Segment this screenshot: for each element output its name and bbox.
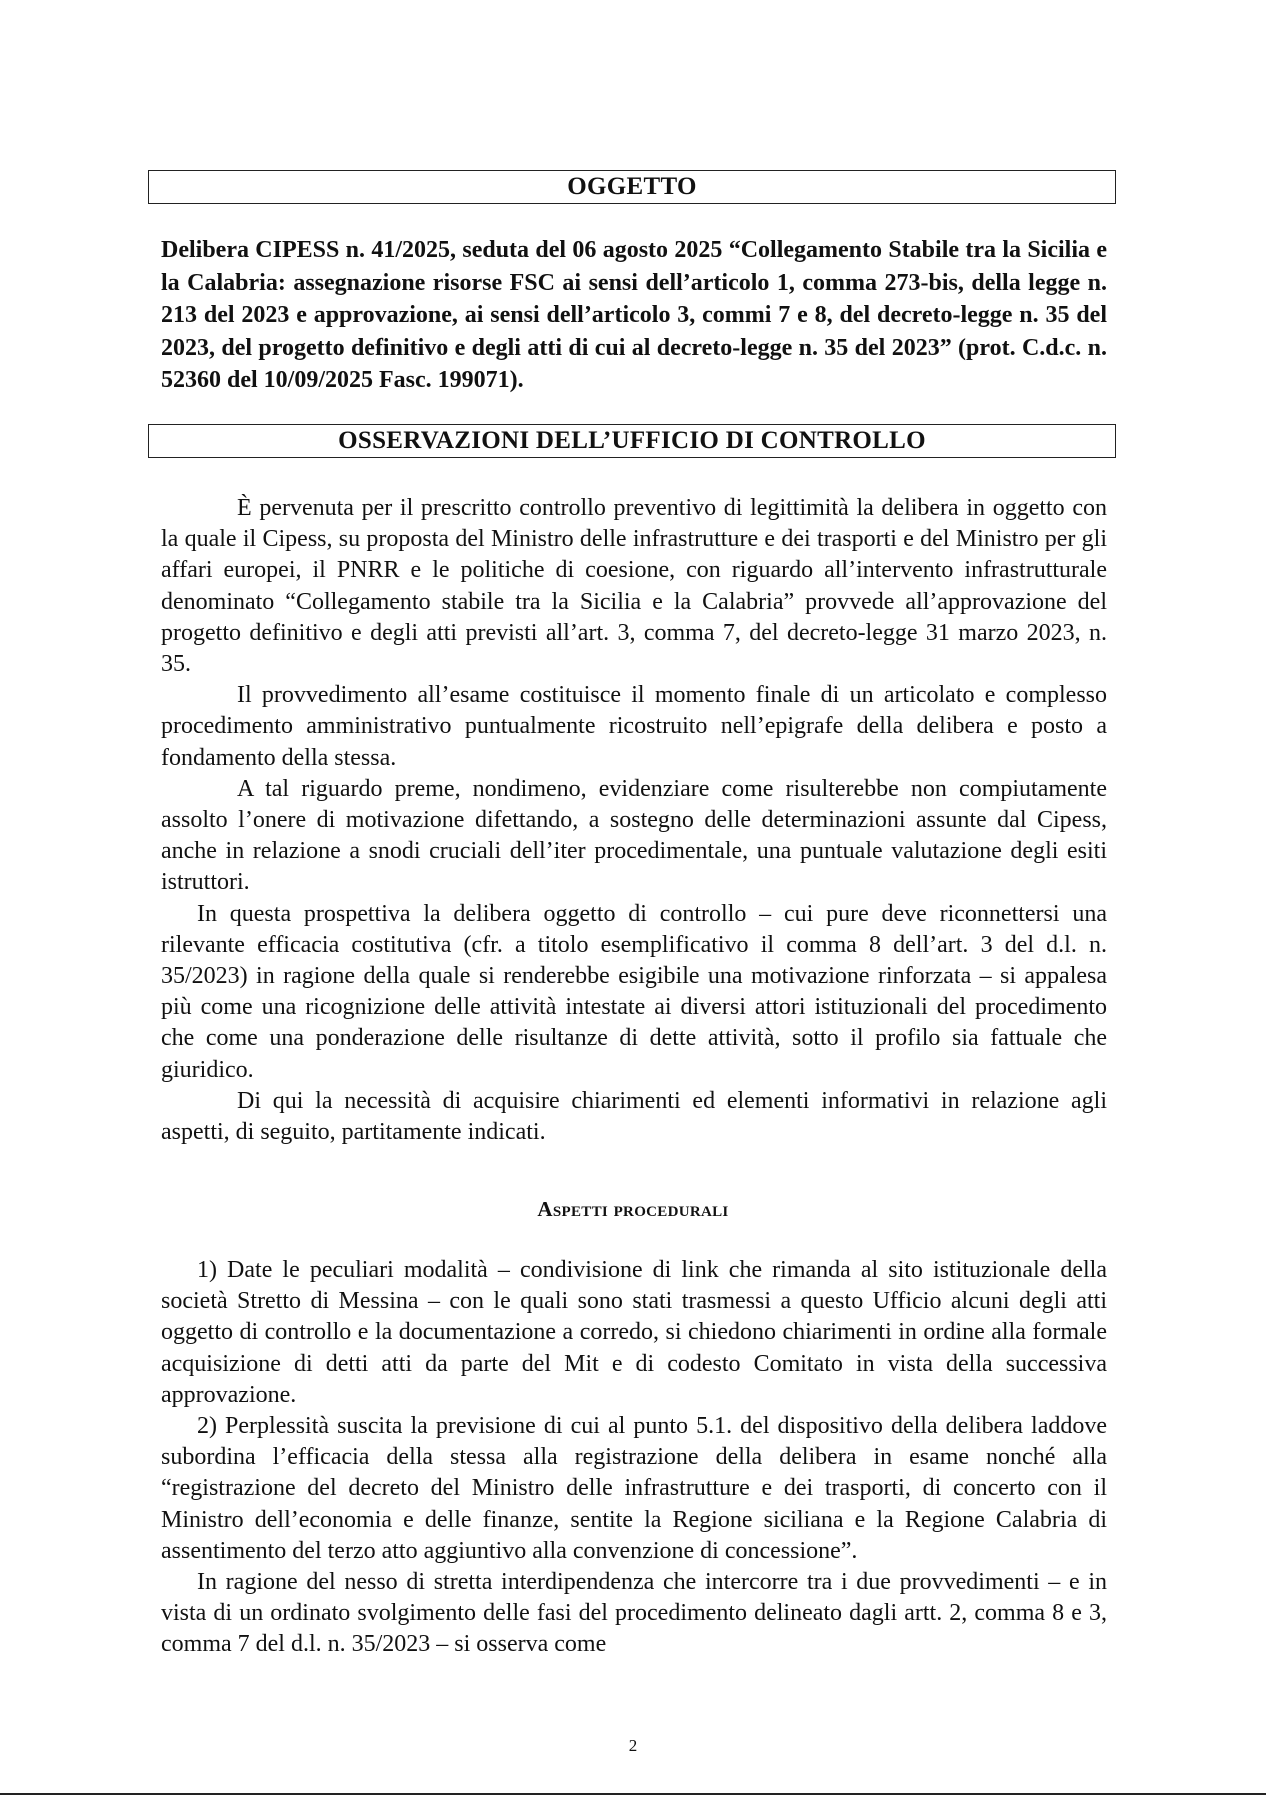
observations-body (161, 493, 1107, 1148)
page-bottom-rule (0, 1793, 1266, 1795)
paragraph: A tal riguardo preme, nondimeno, evidenziare come risulterebbe non compiutamente assolto l’onere di motivazione difettando, a sostegno delle determinazioni assunte dal Cipess, anche in relazione a snodi cruciali dell’iter procedimentale, una puntuale valutazione degli esiti istruttori. (161, 775, 1107, 896)
heading-oggetto: OGGETTO (148, 170, 1116, 204)
page-number: 2 (628, 1736, 638, 1755)
paragraph: Di qui la necessità di acquisire chiarimenti ed elementi informativi in relazione agli aspetti, di seguito, partitamente indicati. (161, 1087, 1107, 1146)
paragraph: In ragione del nesso di stretta interdipendenza che intercorre tra i due provvedimenti – e in vista di un ordinato svolgimento delle fasi del procedimento delineato dagli artt. 2, comma 8 e 3, comma 7 del d.l. n. 35/2023 – si osserva come (161, 1569, 1107, 1658)
paragraph: In questa prospettiva la delibera oggetto di controllo – cui pure deve riconnettersi una rilevante efficacia costitutiva (cfr. a titolo esemplificativo il comma 8 dell’art. 3 del d.l. n. 35/2023) in ragione della quale si renderebbe esigibile una motivazione rinforzata – si appalesa più come una ricognizione delle attività intestate ai diversi attori istituzionali del procedimento che come una ponderazione delle risultanze di dette attività, sotto il profilo sia fattuale che giuridico. (161, 900, 1107, 1083)
paragraph: Il provvedimento all’esame costituisce il momento finale di un articolato e complesso procedimento amministrativo puntualmente ricostruito nell’epigrafe della delibera e posto a fondamento della stessa. (161, 682, 1107, 771)
paragraph: È pervenuta per il prescritto controllo preventivo di legittimità la delibera in oggetto con la quale il Cipess, su proposta del Ministro delle infrastrutture e dei trasporti e del Ministro per gli affari europei, il PNRR e le politiche di coesione, con riguardo all’intervento infrastrutturale denominato “Collegamento stabile tra la Sicilia e la Calabria” provvede all’approvazione del progetto definitivo e degli atti previsti all’art. 3, comma 7, del decreto-legge 31 marzo 2023, n. 35. (161, 495, 1107, 678)
section-title-aspetti-procedurali: Aspetti procedurali (537, 1197, 729, 1221)
list-item: 2) Perplessità suscita la previsione di cui al punto 5.1. del dispositivo della delibera laddove subordina l’efficacia della stessa alla registrazione della delibera in esame nonché alla “registrazione del decreto del Ministro delle infrastrutture e dei trasporti, di concerto con il Ministro dell’economia e delle finanze, sentite la Regione siciliana e la Regione Calabria di assentimento del terzo atto aggiuntivo alla convenzione di concessione”. (161, 1413, 1107, 1564)
heading-osservazioni: OSSERVAZIONI DELL’UFFICIO DI CONTROLLO (148, 424, 1116, 458)
subject-paragraph: Delibera CIPESS n. 41/2025, seduta del 06 agosto 2025 “Collegamento Stabile tra la Sicilia e la Calabria: assegnazione risorse FSC ai sensi dell’articolo 1, comma 273-bis, della legge n. 213 del 2023 e approvazione, ai sensi dell’articolo 3, commi 7 e 8, del decreto-legge n. 35 del 2023, del progetto definitivo e degli atti di cui al decreto-legge n. 35 del 2023” (prot. C.d.c. n. 52360 del 10/09/2025 Fasc. 199071). (161, 237, 1107, 393)
list-item: 1) Date le peculiari modalità – condivisione di link che rimanda al sito istituzionale della società Stretto di Messina – con le quali sono stati trasmessi a questo Ufficio alcuni degli atti oggetto di controllo e la documentazione a corredo, si chiedono chiarimenti in ordine alla formale acquisizione di detti atti da parte del Mit e di codesto Comitato in vista della successiva approvazione. (161, 1257, 1107, 1408)
procedural-items (161, 1255, 1107, 1661)
